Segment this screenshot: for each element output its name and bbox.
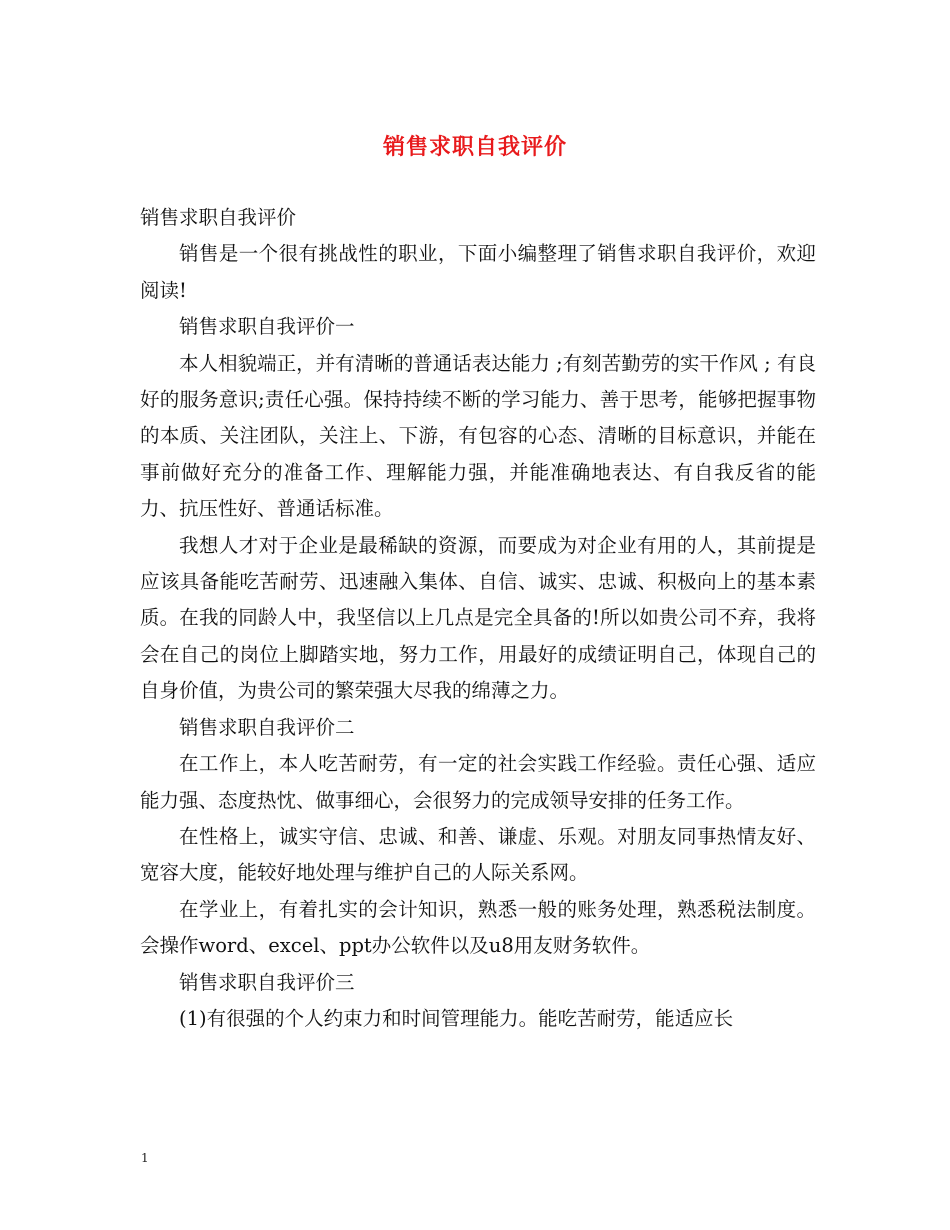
document-body (140, 200, 816, 1037)
paragraph: (1)有很强的个人约束力和时间管理能力。能吃苦耐劳，能适应长 (179, 1006, 734, 1030)
paragraph: 在工作上，本人吃苦耐劳，有一定的社会实践工作经验。责任心强、适应能力强、态度热忱、做事细心，会很努力的完成领导安排的任务工作。 (140, 752, 816, 812)
paragraph: 我想人才对于企业是最稀缺的资源，而要成为对企业有用的人，其前提是应该具备能吃苦耐劳、迅速融入集体、自信、诚实、忠诚、积极向上的基本素质。在我的同龄人中，我坚信以上几点是完全具备的!所以如贵公司不弃，我将会在自己的岗位上脚踏实地，努力工作，用最好的成绩证明自己，体现自己的自身价值，为贵公司的繁荣强大尽我的绵薄之力。 (140, 533, 816, 703)
paragraph: 本人相貌端正，并有清晰的普通话表达能力 ;有刻苦勤劳的实干作风 ; 有良好的服务意识;责任心强。保持持续不断的学习能力、善于思考，能够把握事物的本质、关注团队，关注上、下游，有包容的心态、清晰的目标意识，并能在事前做好充分的准备工作、理解能力强，并能准确地表达、有自我反省的能力、抗压性好、普通话标准。 (140, 351, 816, 521)
section-heading: 销售求职自我评价二 (179, 715, 355, 739)
page-number: 1 (141, 1151, 149, 1165)
section-heading: 销售求职自我评价三 (179, 970, 355, 994)
document-title: 销售求职自我评价 (382, 134, 567, 160)
section-heading: 销售求职自我评价一 (179, 315, 355, 339)
paragraph: 销售是一个很有挑战性的职业，下面小编整理了销售求职自我评价，欢迎阅读! (140, 242, 816, 302)
paragraph: 在性格上，诚实守信、忠诚、和善、谦虚、乐观。对朋友同事热情友好、宽容大度，能较好地处理与维护自己的人际关系网。 (140, 824, 816, 885)
paragraph: 销售求职自我评价 (140, 206, 297, 229)
paragraph: 在学业上，有着扎实的会计知识，熟悉一般的账务处理，熟悉税法制度。会操作word、excel、ppt办公软件以及u8用友财务软件。 (140, 897, 816, 958)
